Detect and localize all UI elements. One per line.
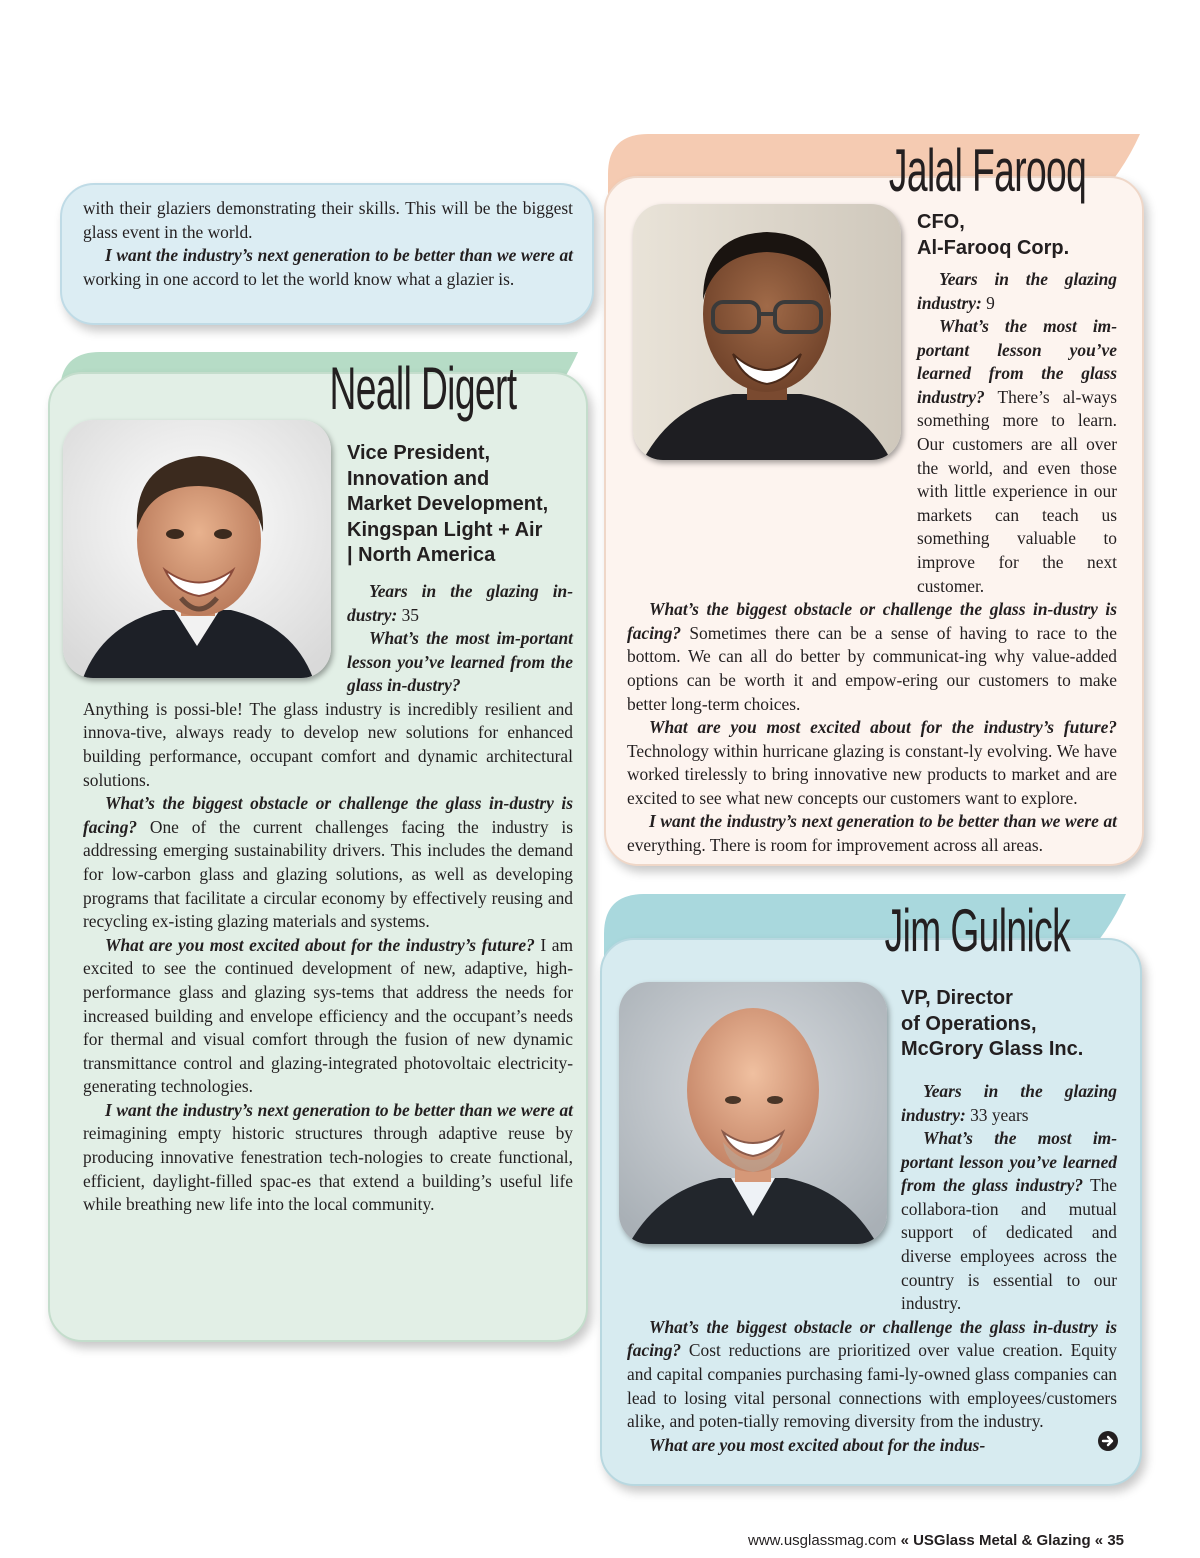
jim-obstacle: What’s the biggest obstacle or challenge the glass in-dustry is facing? Cost reductions are prioritized over value creation. Equity and capital companies purchasing fami-ly-owned glass companies can lead to losing vital personal connections with employees/customers alike, and poten-tially removing diversity from the industry. <box>627 1316 1117 1432</box>
jalal-lesson: What’s the most im-portant lesson you’ve learned from the glass industry? There’s al-ways something more to learn. Our customers are all over the world, and even those with little experience in our markets can teach us something valuable to improve for the next customer. <box>917 316 1117 596</box>
jalal-obstacle: What’s the biggest obstacle or challenge the glass in-dustry is facing? Sometimes there can be a sense of having to race to the bottom. We can all do better by communicat-ing why value-added options can be worth it and empow-ering our customers to make better long-term choices. <box>627 599 1117 714</box>
jalal-years: Years in the glazing industry: 9 <box>917 269 1117 313</box>
jalal-title-line: CFO, <box>917 211 965 233</box>
jalal-title-line: Al-Farooq Corp. <box>917 236 1070 259</box>
jalal-title <box>917 210 1137 261</box>
jalal-excited: What are you most excited about for the industry’s future? Technology within hurricane glazing is constant-ly evolving. We have worked tirelessly to bring innovative new products to market and are excited to see what new concepts our customers want to explore. <box>627 717 1117 808</box>
jalal-next-gen: I want the industry’s next generation to be better than we were at everything. There is room for improvement across all areas. <box>627 811 1117 856</box>
neall-lesson: What’s the most im-portant lesson you’ve learned from the glass in-dustry? <box>347 628 573 696</box>
jim-title-line: of Operations, <box>901 1012 1037 1035</box>
jim-years: Years in the glazing industry: 33 years <box>901 1081 1117 1125</box>
jim-years-wrap <box>901 1080 1117 1127</box>
jalal-body <box>627 315 1117 858</box>
neall-title-line: Vice President, <box>347 442 491 464</box>
page-number: 35 <box>1107 1532 1124 1549</box>
intro-next-gen: I want the industry’s next generation to be better than we were at working in one accord to let the world know what a glazier is. <box>83 245 573 289</box>
footer-magazine: USGlass Metal & Glazing <box>913 1532 1091 1549</box>
page-footer <box>748 1532 1124 1549</box>
neall-obstacle: What’s the biggest obstacle or challenge the glass in-dustry is facing? One of the current challenges facing the industry is addressing emerging sustainability drivers. This includes the demand for low-carbon glass and glazing solutions, as well as developing programs that facilitate a circular economy by effectively reusing and recycling ex-isting glazing materials and systems. <box>83 793 573 932</box>
neall-title-line: Innovation and <box>347 467 490 490</box>
jim-lesson: What’s the most im-portant lesson you’ve learned from the glass industry? The collabora-tion and mutual support of dedicated and diverse employees across the country is essential to our industry. <box>901 1128 1117 1314</box>
jim-title-line: VP, Director <box>901 987 1013 1009</box>
intro-text <box>83 197 573 291</box>
jim-title-line: McGrory Glass Inc. <box>901 1038 1084 1060</box>
footer-url[interactable]: www.usglassmag.com <box>748 1532 897 1549</box>
neall-lesson-answer: Anything is possi-ble! The glass industry is incredibly resilient and innova-tive, always ready to develop new solutions for enhanced building performance, occupant comfort and dynamic architectural solutions. <box>83 698 573 790</box>
neall-title-line: Market Development, <box>347 493 549 515</box>
jalal-name: Jalal Farooq <box>888 137 1086 204</box>
neall-years: Years in the glazing in-dustry: 35 <box>347 581 573 625</box>
jalal-years-wrap <box>917 268 1117 315</box>
intro-continuation: with their glaziers demonstrating their skills. This will be the biggest glass event in the world. <box>83 198 573 242</box>
neall-excited: What are you most excited about for the industry’s future? I am excited to see the continued development of new, adaptive, high-performance glass and glazing sys-tems that address the needs for increased building and envelope efficiency and the occupant’s needs for thermal and visual comfort through the fusion of new dynamic transmittance control and glazing-integrated photovoltaic electricity-generating technologies. <box>83 934 574 1097</box>
neall-title <box>347 441 587 569</box>
footer-separator: « <box>900 1532 909 1549</box>
neall-years-lesson-wrap <box>347 580 573 627</box>
jim-body <box>627 1127 1117 1457</box>
arrow-right-circle-icon[interactable] <box>1098 1431 1118 1451</box>
neall-body <box>83 627 573 1217</box>
jim-excited: What are you most excited about for the indus- <box>649 1434 986 1455</box>
neall-title-line: | North America <box>347 544 496 566</box>
neall-next-gen: I want the industry’s next generation to be better than we were at reimagining empty historic structures through adaptive reuse by producing innovative fenestration tech-nologies to create functional, efficient, daylight-filled spac-es that extend a building’s useful life while breathing new life into the local community. <box>83 1099 573 1215</box>
jim-title <box>901 986 1131 1063</box>
neall-title-line: Kingspan Light + Air <box>347 518 543 541</box>
footer-separator: « <box>1094 1532 1104 1549</box>
neall-name: Neall Digert <box>329 355 516 422</box>
jim-name: Jim Gulnick <box>884 897 1070 964</box>
